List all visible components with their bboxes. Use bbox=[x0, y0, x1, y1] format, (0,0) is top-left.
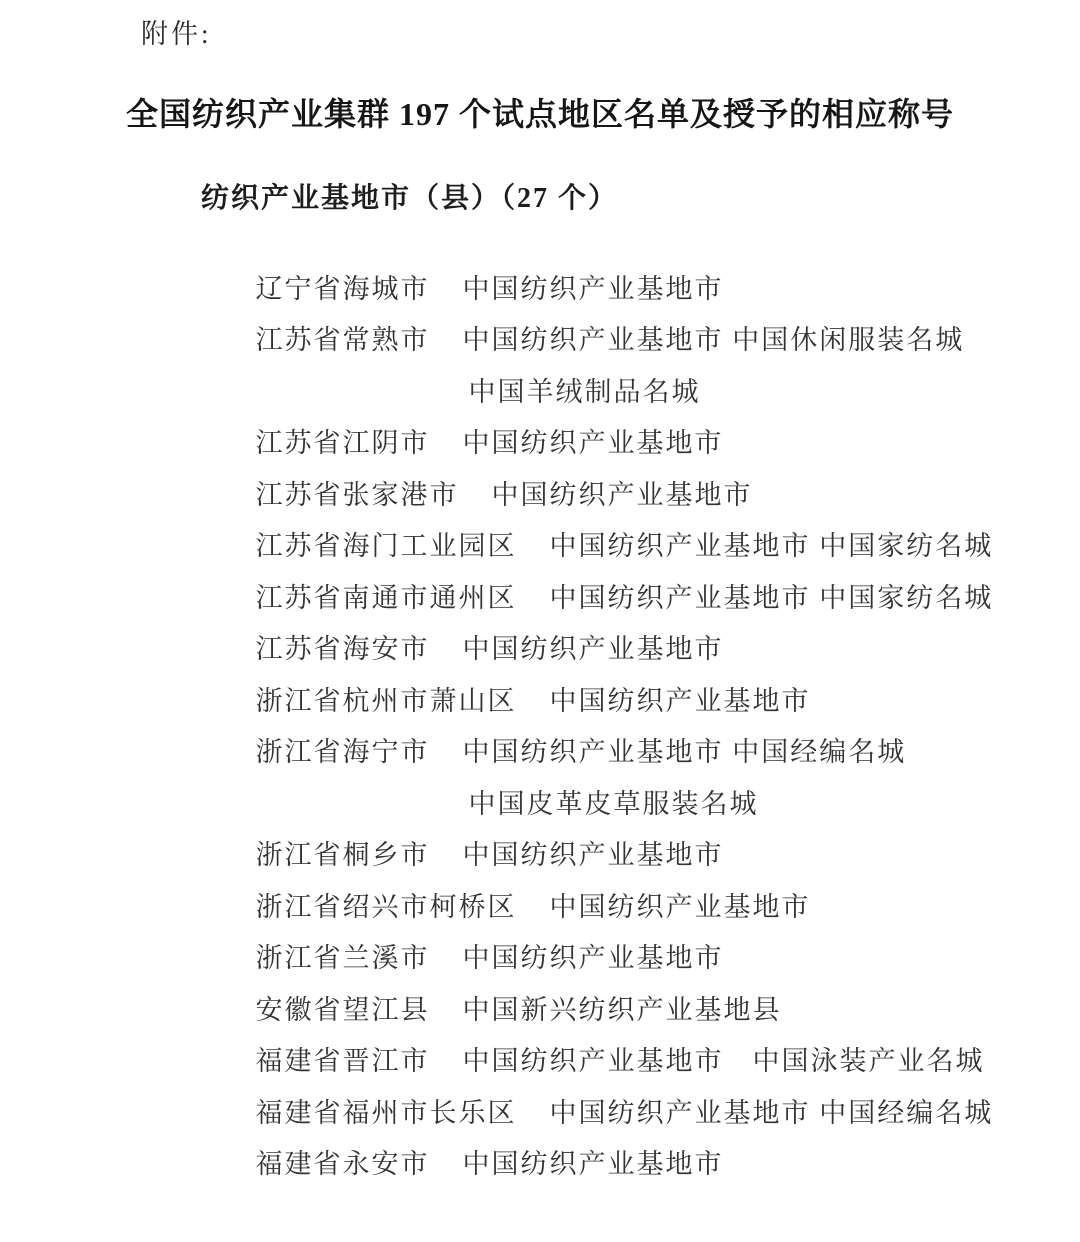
list-line bbox=[203, 212, 1003, 304]
region-name: 浙江省杭州市萧山区 bbox=[255, 685, 517, 716]
awarded-titles: 中国纺织产业基地市 bbox=[549, 891, 811, 922]
awarded-titles: 中国新兴纺织产业基地县 bbox=[462, 994, 782, 1025]
awarded-titles: 中国纺织产业基地市 bbox=[462, 428, 724, 458]
awarded-titles: 中国纺织产业基地市 中国经编名城 bbox=[549, 1097, 994, 1128]
attachment-label: 附件: bbox=[141, 19, 212, 49]
awarded-titles: 中国纺织产业基地市 bbox=[549, 685, 811, 716]
region-name: 江苏省南通市通州区 bbox=[255, 582, 517, 613]
region-name: 江苏省张家港市 bbox=[255, 479, 459, 510]
awarded-titles: 中国纺织产业基地市 中国家纺名城 bbox=[549, 531, 994, 561]
awarded-titles: 中国纺织产业基地市 bbox=[462, 634, 724, 664]
awarded-titles: 中国纺织产业基地市 中国家纺名城 bbox=[549, 582, 994, 613]
region-name: 江苏省常熟市 bbox=[255, 325, 430, 355]
region-name: 浙江省桐乡市 bbox=[255, 840, 430, 870]
region-name: 江苏省江阴市 bbox=[255, 428, 430, 458]
region-name: 江苏省海安市 bbox=[255, 634, 430, 664]
pilot-area-list bbox=[203, 212, 1003, 1179]
region-name: 福建省晋江市 bbox=[255, 1046, 430, 1076]
awarded-titles: 中国纺织产业基地市 中国经编名城 bbox=[462, 737, 907, 767]
awarded-titles: 中国纺织产业基地市 bbox=[491, 479, 753, 510]
awarded-titles: 中国纺织产业基地市 bbox=[462, 840, 724, 870]
awarded-titles: 中国纺织产业基地市 bbox=[462, 943, 724, 973]
region-name: 福建省永安市 bbox=[255, 1149, 430, 1179]
awarded-titles: 中国纺织产业基地市 中国泳装产业名城 bbox=[462, 1046, 985, 1076]
awarded-titles: 中国皮革皮草服装名城 bbox=[468, 788, 759, 819]
region-name: 安徽省望江县 bbox=[255, 994, 430, 1025]
awarded-titles: 中国羊绒制品名城 bbox=[468, 376, 701, 407]
awarded-titles: 中国纺织产业基地市 bbox=[462, 273, 724, 304]
section-heading: 纺织产业基地市（县）（27 个） bbox=[201, 183, 619, 214]
document-title: 全国纺织产业集群 197 个试点地区名单及授予的相应称号 bbox=[125, 96, 954, 132]
region-name: 福建省福州市长乐区 bbox=[255, 1097, 517, 1128]
region-name: 辽宁省海城市 bbox=[255, 273, 430, 304]
region-name: 浙江省绍兴市柯桥区 bbox=[255, 891, 517, 922]
region-name: 浙江省兰溪市 bbox=[255, 943, 430, 973]
region-name: 江苏省海门工业园区 bbox=[255, 531, 517, 561]
awarded-titles: 中国纺织产业基地市 中国休闲服装名城 bbox=[462, 325, 965, 355]
awarded-titles: 中国纺织产业基地市 bbox=[462, 1149, 724, 1179]
region-name: 浙江省海宁市 bbox=[255, 737, 430, 767]
